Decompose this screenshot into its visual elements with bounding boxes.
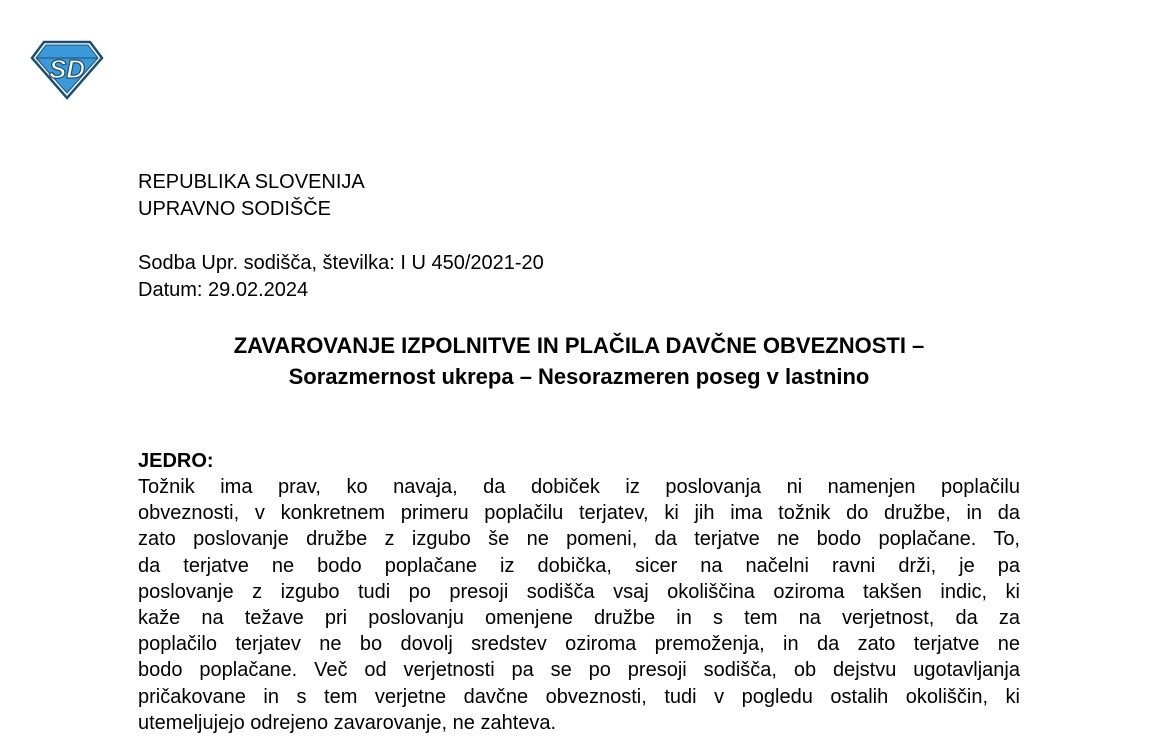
title-line-2: Sorazmernost ukrepa – Nesorazmeren poseg v lastnino — [288, 364, 870, 389]
svg-text:SD: SD — [48, 54, 86, 84]
jedro-line: da terjatve ne bodo poplačane iz dobička, sicer na načelni ravni drži, je pa — [138, 554, 1020, 577]
jedro-heading: JEDRO: — [138, 450, 214, 472]
republic-name: REPUBLIKA SLOVENIJA — [138, 171, 365, 193]
jedro-line: poplačilo terjatev ne bo dovolj sredstev oziroma premoženja, in da zato terjatve ne — [138, 633, 1020, 656]
jedro-line: Tožnik ima prav, ko navaja, da dobiček iz poslovanja ni namenjen poplačilu — [138, 476, 1020, 498]
court-logo — [30, 40, 104, 100]
jedro-line: pričakovane in s tem verjetne davčne obveznosti, tudi v pogledu ostalih okoliščin, ki — [138, 685, 1020, 708]
jedro-line: obveznosti, v konkretnem primeru poplačilu terjatev, ki jih ima tožnik do družbe, in da — [138, 502, 1020, 525]
document-title — [138, 330, 1020, 392]
jedro-line: zato poslovanje družbe z izgubo še ne pomeni, da terjatve ne bodo poplačane. To, — [138, 528, 1020, 551]
jedro-body — [138, 474, 1020, 736]
case-meta — [138, 250, 544, 304]
jedro-line: utemeljujejo odrejeno zavarovanje, ne zahteva. — [138, 711, 557, 734]
jedro-line: kaže na težave pri poslovanju omenjene družbe in s tem na verjetnost, da za — [138, 607, 1020, 630]
jedro-line: poslovanje z izgubo tudi po presoji sodišča vsaj okoliščina oziroma takšen indic, ki — [138, 580, 1020, 603]
court-header — [138, 169, 365, 223]
case-number: Sodba Upr. sodišča, številka: I U 450/2021-20 — [138, 252, 544, 274]
court-name: UPRAVNO SODIŠČE — [138, 198, 331, 220]
title-line-1: ZAVAROVANJE IZPOLNITVE IN PLAČILA DAVČNE OBVEZNOSTI – — [233, 333, 925, 358]
court-diamond-logo-icon — [30, 40, 104, 100]
jedro-line: bodo poplačane. Več od verjetnosti pa se po presoji sodišča, ob dejstvu ugotavljanja — [138, 659, 1020, 682]
case-date: Datum: 29.02.2024 — [138, 279, 309, 301]
